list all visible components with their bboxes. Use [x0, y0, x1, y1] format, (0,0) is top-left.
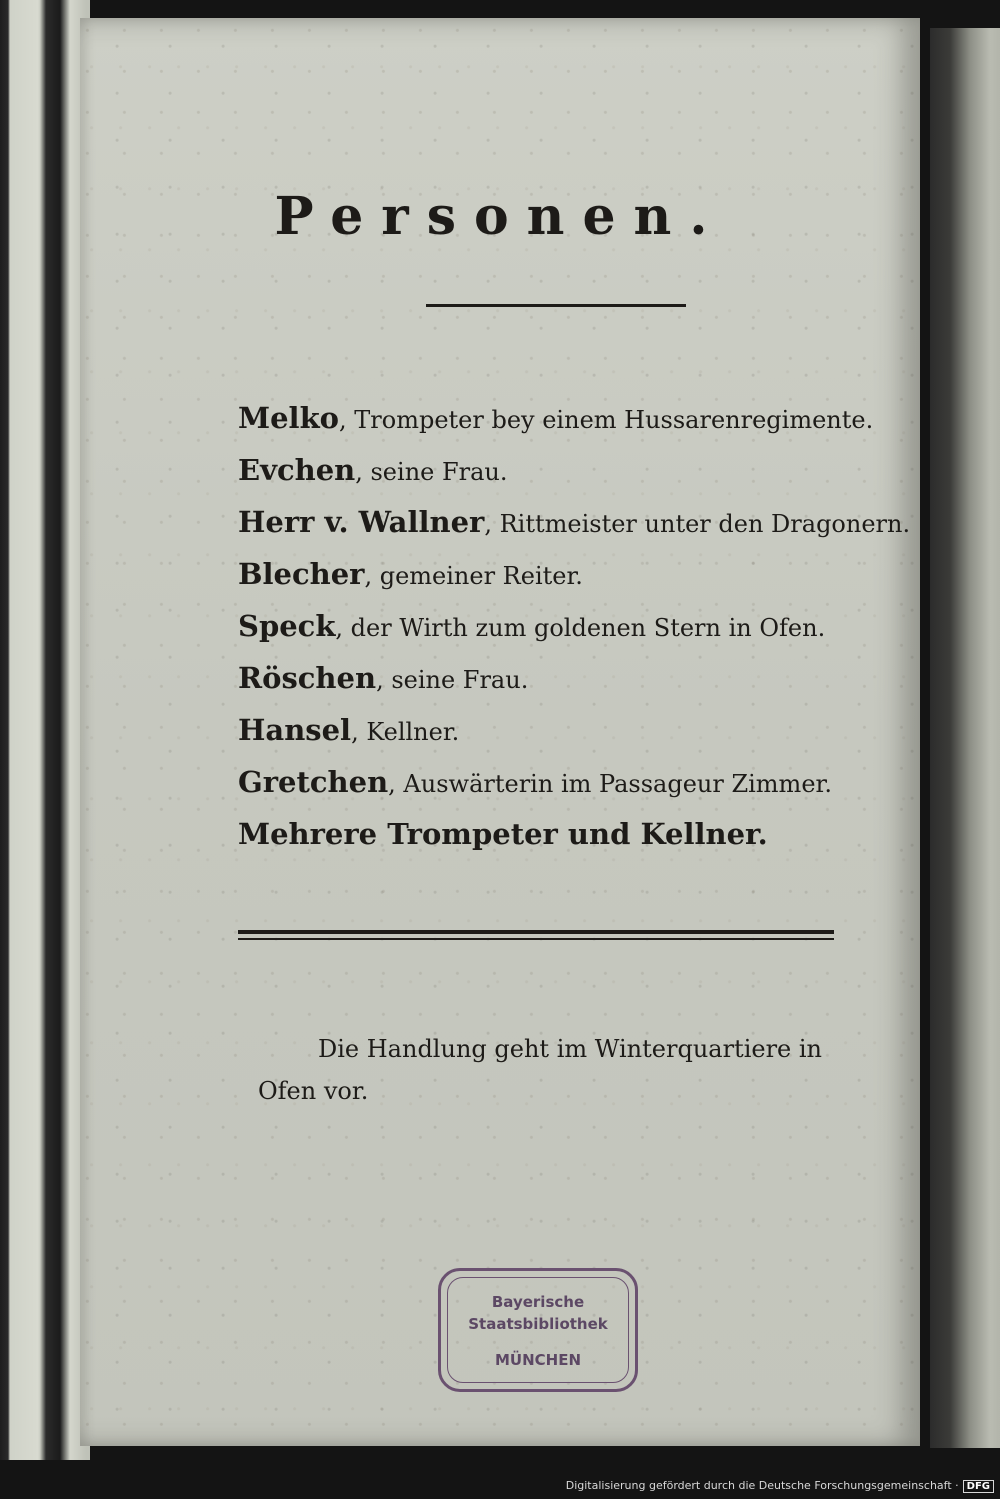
- digitization-credit: [566, 1479, 994, 1493]
- cast-item: [238, 444, 898, 496]
- title-rule: [426, 304, 686, 307]
- page-title: Personen.: [274, 186, 726, 247]
- cast-role: Blecher: [238, 557, 365, 591]
- cast-role: Röschen: [238, 661, 377, 695]
- cast-item: [238, 652, 898, 704]
- credit-text: Digitalisierung gefördert durch die Deutsche Forschungsgemeinschaft ·: [565, 1479, 959, 1492]
- cast-item: [238, 808, 898, 860]
- library-stamp: [438, 1268, 638, 1392]
- cast-role: Gretchen: [238, 765, 389, 799]
- cast-description: , Kellner.: [351, 718, 460, 746]
- stamp-line-1: Bayerische: [491, 1293, 585, 1311]
- dfg-logo: DFG: [963, 1480, 994, 1493]
- cast-description: , gemeiner Reiter.: [364, 562, 583, 590]
- cast-item: [238, 496, 911, 548]
- cast-role: Melko: [238, 401, 340, 435]
- cast-description: , Auswärterin im Passageur Zimmer.: [388, 770, 832, 798]
- cast-description: , Trompeter bey einem Hussarenregimente.: [339, 406, 874, 434]
- cast-role: Hansel: [238, 713, 352, 747]
- adjacent-page-edge: [930, 28, 1000, 1448]
- cast-role: Herr v. Wallner: [238, 505, 485, 539]
- cast-role: Evchen: [238, 453, 356, 487]
- cast-description: , seine Frau.: [376, 666, 529, 694]
- cast-role: Speck: [238, 609, 336, 643]
- cast-item: [238, 756, 898, 808]
- cast-role: Mehrere Trompeter und Kellner.: [238, 817, 768, 851]
- stamp-line-3: MÜNCHEN: [494, 1351, 582, 1369]
- section-divider: [238, 930, 834, 940]
- cast-description: , seine Frau.: [355, 458, 508, 486]
- cast-description: , Rittmeister unter den Dragonern.: [484, 510, 911, 538]
- cast-item: [238, 548, 898, 600]
- stamp-line-2: Staatsbibliothek: [468, 1315, 608, 1333]
- book-page: [80, 18, 920, 1446]
- cast-item: [238, 392, 898, 444]
- cast-item: [238, 600, 898, 652]
- scene-note: Die Handlung geht im Winterquartiere in Ofen vor.: [258, 1035, 823, 1105]
- cast-list: [238, 392, 911, 860]
- cast-item: [238, 704, 898, 756]
- book-cover-edge: [0, 0, 90, 1460]
- cast-description: , der Wirth zum goldenen Stern in Ofen.: [335, 614, 826, 642]
